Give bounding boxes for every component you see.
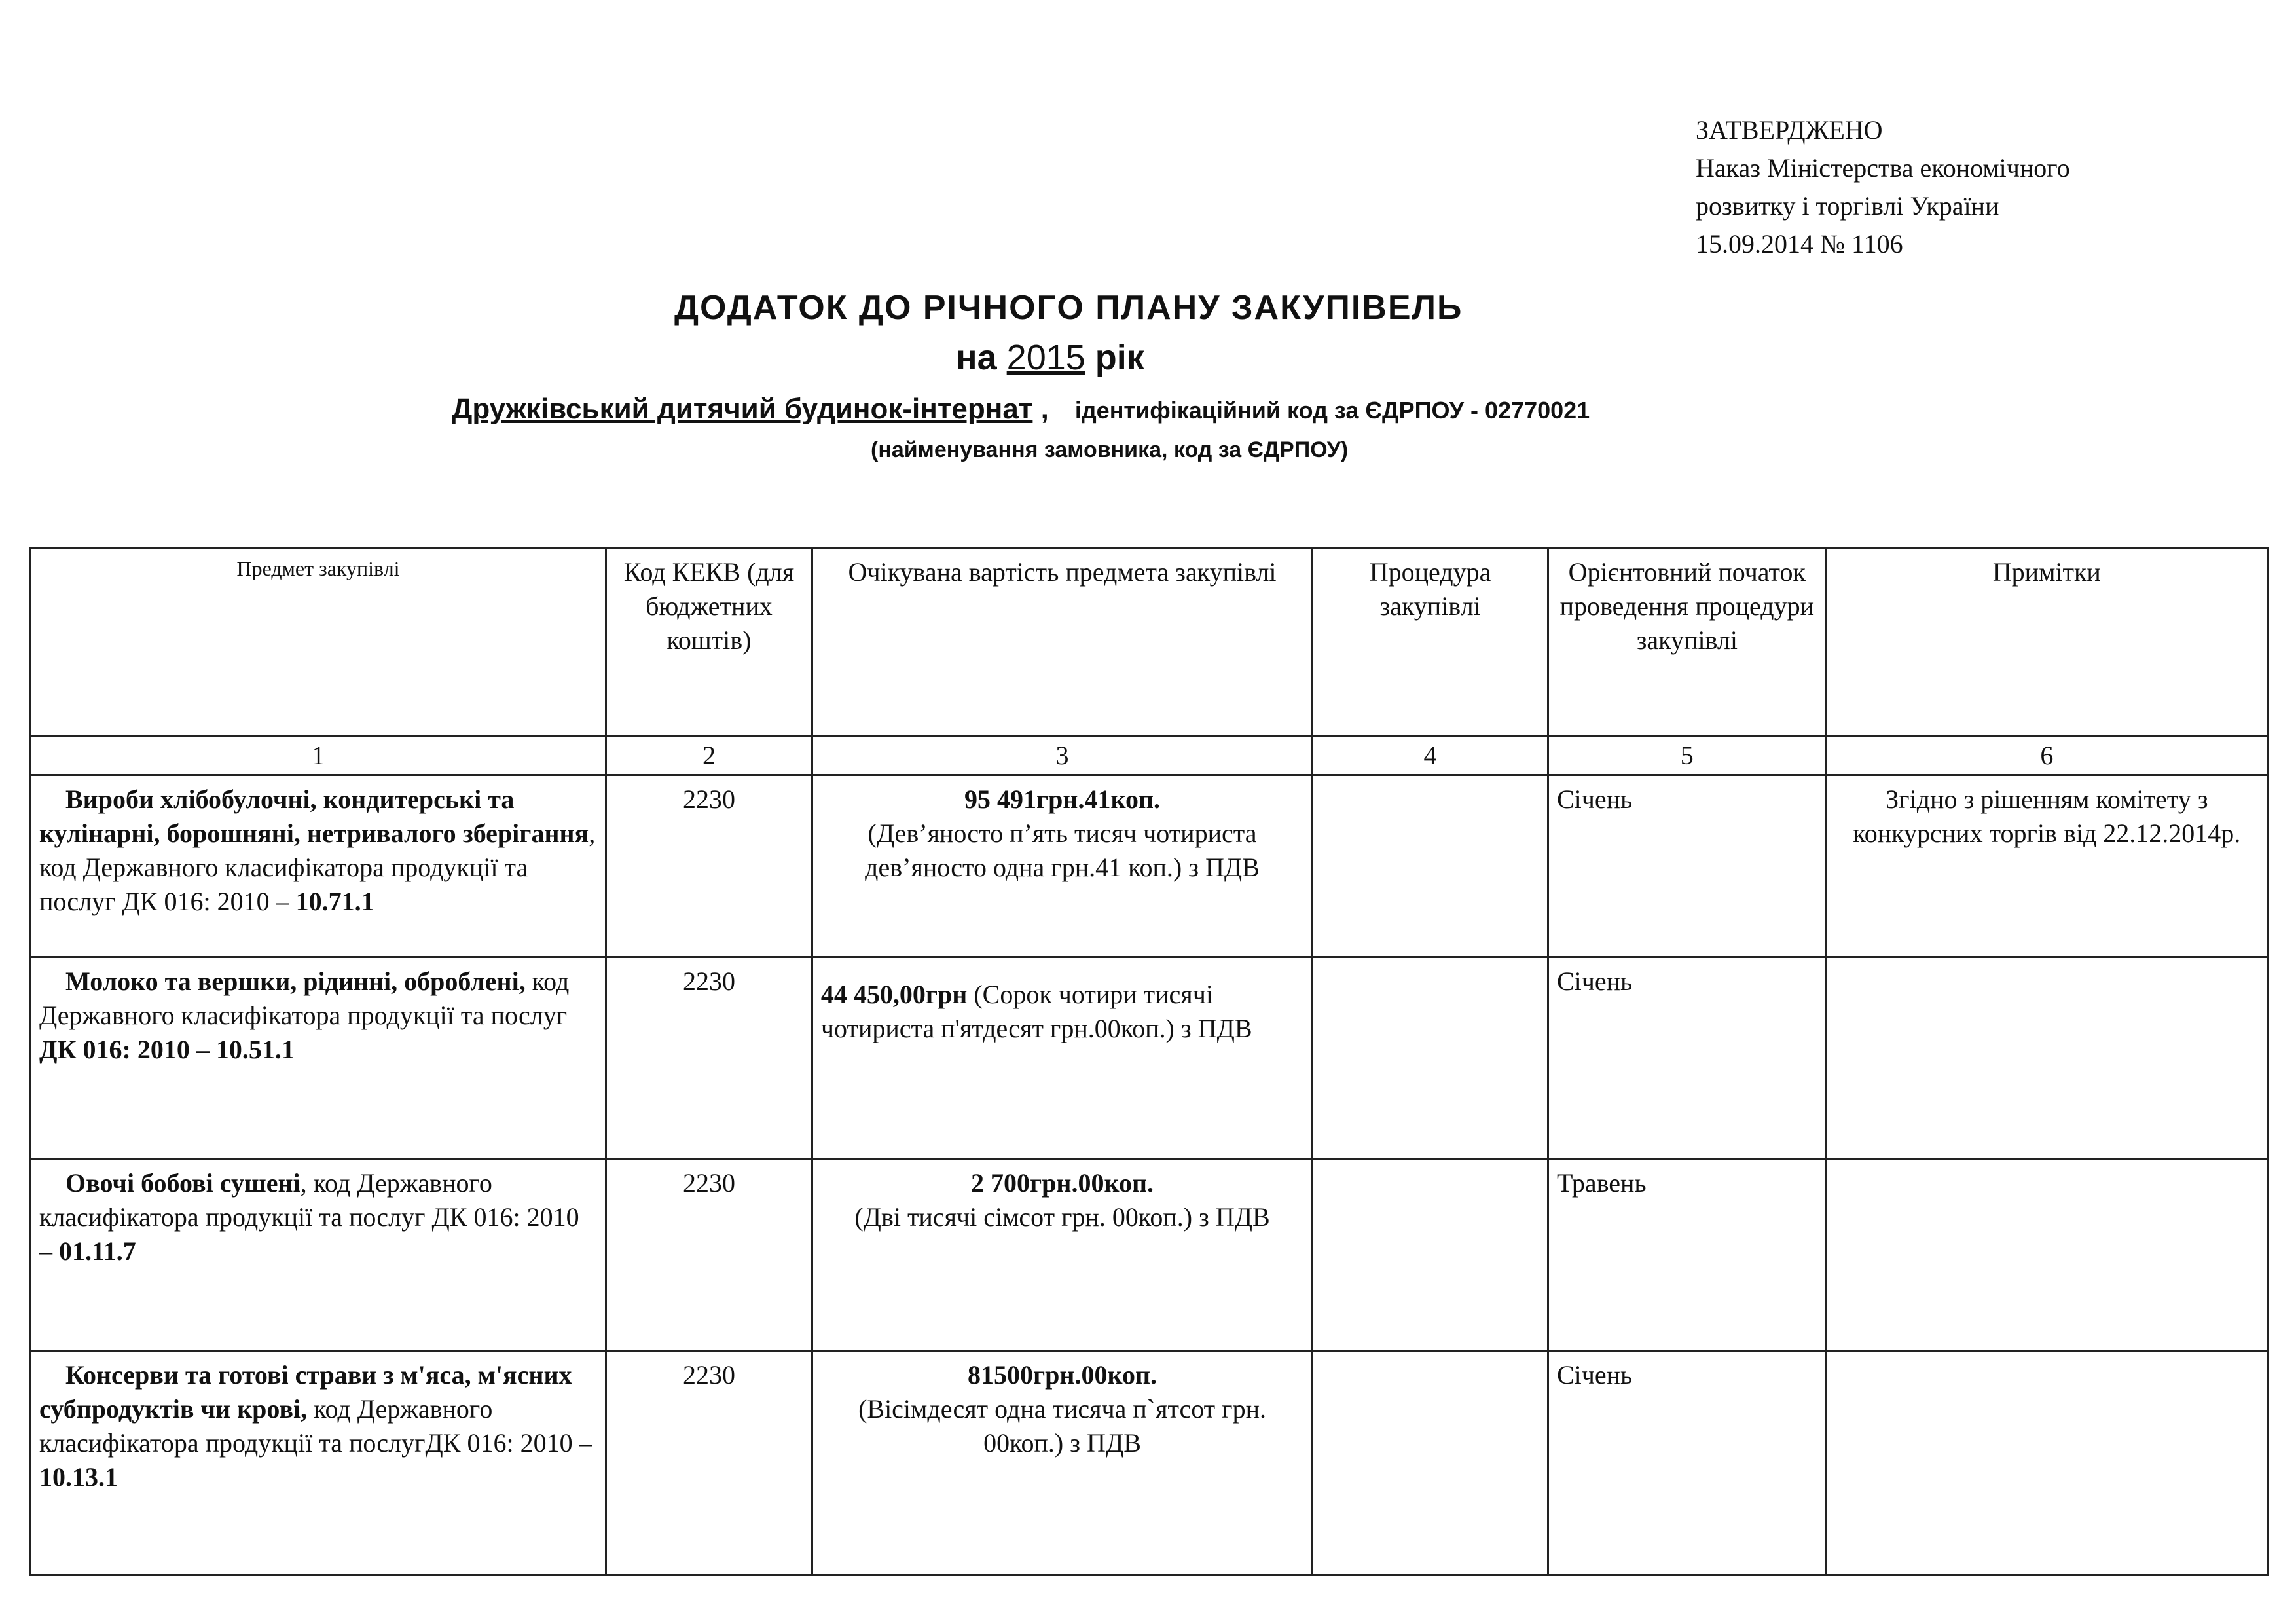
kekv-cell: 2230 [606, 1351, 812, 1576]
cost-cell [812, 775, 1312, 957]
column-header-cost: Очікувана вартість предмета закупівлі [812, 548, 1312, 737]
cost-words: (Вісімдесят одна тисяча п`ятсот грн. 00коп.) з ПДВ [858, 1394, 1266, 1458]
cost-cell [812, 957, 1312, 1159]
column-number: 4 [1313, 737, 1548, 775]
note-cell [1826, 1351, 2267, 1576]
kekv-cell: 2230 [606, 957, 812, 1159]
cost-words: (Дві тисячі сімсот грн. 00коп.) з ПДВ [854, 1202, 1270, 1232]
approval-date: 15.09.2014 № 1106 [1696, 229, 1903, 259]
cost-amount: 2 700грн.00коп. [971, 1168, 1154, 1198]
note-cell [1826, 1159, 2267, 1351]
customer-caption: (найменування замовника, код за ЄДРПОУ) [871, 437, 1349, 462]
start-cell: Січень [1548, 775, 1826, 957]
cost-amount: 81500грн.00коп. [968, 1360, 1157, 1390]
procurement-table [29, 547, 2269, 1576]
subject-classifier: , код Державного класифікатора продукції та послуг ДК 016: 2010 – [39, 1168, 579, 1266]
plan-year: 2015 [1006, 338, 1085, 377]
table-row [31, 775, 2268, 957]
customer-code: ідентифікаційний код за ЄДРПОУ - 02770021 [1074, 397, 1590, 424]
cost-words: (Дев’яносто п’ять тисяч чотириста дев’яносто одна грн.41 коп.) з ПДВ [865, 819, 1260, 882]
document-title: ДОДАТОК ДО РІЧНОГО ПЛАНУ ЗАКУПІВЕЛЬ [674, 289, 1463, 327]
start-cell: Травень [1548, 1159, 1826, 1351]
customer-name: Дружківський дитячий будинок-інтернат [452, 393, 1033, 425]
table-header-row [31, 548, 2268, 737]
column-header-start: Орієнтовний початок проведення процедури закупівлі [1548, 548, 1826, 737]
subject-code: 01.11.7 [59, 1236, 136, 1266]
cost-cell [812, 1351, 1312, 1576]
note-cell [1826, 957, 2267, 1159]
kekv-cell: 2230 [606, 775, 812, 957]
start-cell: Січень [1548, 957, 1826, 1159]
subject-cell [31, 1159, 606, 1351]
subject-code: ДК 016: 2010 – 10.51.1 [39, 1035, 295, 1064]
column-number: 1 [31, 737, 606, 775]
column-number: 6 [1826, 737, 2267, 775]
column-header-notes: Примітки [1826, 548, 2267, 737]
approval-ministry: розвитку і торгівлі України [1696, 191, 1999, 221]
column-header-kekv: Код КЕКВ (для бюджетних коштів) [606, 548, 812, 737]
subject-cell [31, 1351, 606, 1576]
subject-name: Консерви та готові страви з м'яса, м'ясних субпродуктів чи крові, [39, 1360, 572, 1424]
column-number: 3 [812, 737, 1312, 775]
customer-separator: , [1032, 393, 1049, 425]
subject-code: 10.13.1 [39, 1462, 118, 1492]
year-suffix: рік [1085, 338, 1144, 377]
subject-cell [31, 775, 606, 957]
cost-words: (Сорок чотири тисячі чотириста п'ятдесят грн.00коп.) з ПДВ [820, 980, 1252, 1043]
approval-block [1696, 111, 2070, 263]
cost-amount: 44 450,00грн [820, 980, 968, 1009]
approval-title: ЗАТВЕРДЖЕНО [1696, 115, 1883, 145]
table-row [31, 957, 2268, 1159]
column-header-procedure: Процедура закупівлі [1313, 548, 1548, 737]
start-cell: Січень [1548, 1351, 1826, 1576]
kekv-cell: 2230 [606, 1159, 812, 1351]
column-number-row [31, 737, 2268, 775]
subject-classifier: код Державного класифікатора продукції та послугДК 016: 2010 – [39, 1394, 592, 1458]
procedure-cell [1313, 1351, 1548, 1576]
column-number: 2 [606, 737, 812, 775]
note-cell: Згідно з рішенням комітету з конкурсних торгів від 22.12.2014р. [1826, 775, 2267, 957]
column-header-subject: Предмет закупівлі [31, 548, 606, 737]
subject-name: Молоко та вершки, рідинні, оброблені, [65, 967, 526, 996]
subject-name: Овочі бобові сушені [65, 1168, 301, 1198]
plan-year-line [956, 337, 1144, 378]
subject-classifier: код Державного класифікатора продукції та послуг [39, 967, 570, 1030]
cost-cell [812, 1159, 1312, 1351]
year-prefix: на [956, 338, 1007, 377]
subject-cell [31, 957, 606, 1159]
subject-name: Вироби хлібобулочні, кондитерські та кулінарні, борошняні, нетривалого зберігання [39, 784, 589, 848]
cost-amount: 95 491грн.41коп. [964, 784, 1161, 814]
customer-line [452, 393, 1590, 426]
subject-classifier: , код Державного класифікатора продукції та послуг ДК 016: 2010 – [39, 819, 596, 916]
subject-code: 10.71.1 [295, 887, 374, 916]
procedure-cell [1313, 1159, 1548, 1351]
approval-order: Наказ Міністерства економічного [1696, 153, 2070, 183]
table-row [31, 1159, 2268, 1351]
procedure-cell [1313, 957, 1548, 1159]
column-number: 5 [1548, 737, 1826, 775]
table-row [31, 1351, 2268, 1576]
procedure-cell [1313, 775, 1548, 957]
